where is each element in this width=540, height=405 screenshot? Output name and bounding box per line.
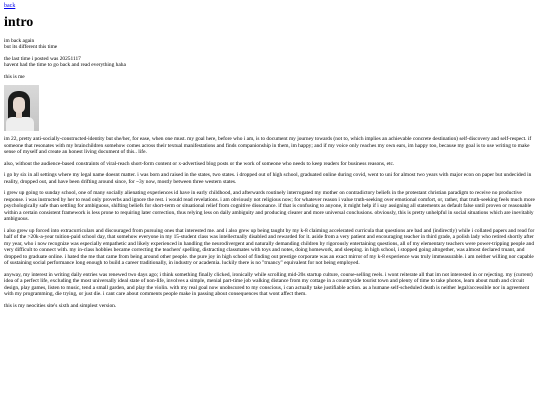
- intro-line: im back again: [4, 37, 35, 44]
- body-paragraph: im 22, pretty anti-socially-constructed-identity but she/her, for ease, when one must. my goal here, before who i am, is to document my journey towards (not to, which implies an achievable concrete destination) self-discovery and self-respect. if someone that resonates with my brainchildren somehow comes across their textual manifestations and finds companionship in them, im happy; and if my voice only reaches my own ears, im happy too, because my goal is to use writing to make sense of myself and create an honest living document of this.. life.: [4, 136, 532, 156]
- intro-line: havent had the time to go back and read everything haha: [4, 62, 126, 69]
- body-paragraph: also, without the audience-based constraints of viral-reach short-form content or x-advertised blog posts or the work of someone who needs to keep readers for business reasons, etc.: [4, 160, 395, 167]
- page-title: intro: [4, 15, 34, 31]
- body-paragraph: i also grew up forced into extracurriculars and discouraged from pursuing ones that interested me. and i also grew up being taught by my k-8 claiming accelerated curricula that questions are bad and (indirectly) while i collated papers and read for half of the >20k-a-year tuition-paid school day, that somehow everyone in my 15-student class was intellectually disabled and rewarded for it. aside from a very patient and encouraging teacher in third grade, a polish lady who retired shortly after my year, who i now recognize was especially empathetic and likely experienced in handling the neurodivergent and naturally demanding children by rigorously entertaining questions, all of my elementary teachers were power-tripping people and very difficult to connect with. my in-class hobbies became correcting the teachers' spelling, distracting classmates with toys and notes, doing homework, and sleeping. in high school, i stopped going altogether, was almost declared truant, and dropped to graduate online. i hated the me that came from being around other people. the pure joy in high school of finding out prestige corporate was an exact mirror of my k-8 experience was truly immeasurable. i am neither willing nor capable of sustaining social performance long enough to build a career traditionally, in industry or academia. luckily there is no "truancy" equivalent for not being employed.: [4, 227, 535, 267]
- intro-line: the last time i posted was 20251117: [4, 55, 81, 62]
- intro-lines-1: [4, 38, 536, 51]
- intro-line: this is me: [4, 73, 25, 80]
- body-paragraph: i grew up going to sunday school, one of many socially alienating experiences id have in early childhood, and afterwards routinely interrogated my mother on contradictory beliefs in the protestant christian paradigm to receive no productive response. i was instructed by her to read only proverbs and ignore the rest. i would read revelations. i am obviously not religious now; for whatever reason i value truth-seeking over emotional comfort, or, rather, that truth-seeking feels much more psychologically safe than settling for ambiguous, shifting beliefs for short-term or situational relief from cognitive dissonance. if that is confusing to anyone, it might help if i say assigning all statements as default false until proven or reasonable within a certain consistent framework is less prone to requiring later correction, thus relying less on daily ambiguity and producing clearer and more universal conclusions. obviously, this is pretty unhelpful in social situations which are inevitably ambiguous.: [4, 190, 535, 223]
- profile-photo: [4, 85, 39, 131]
- intro-lines-2: [4, 56, 536, 69]
- intro-line: but its different this time: [4, 44, 58, 51]
- body-paragraph: this is my neocities site's sixth and simplest version.: [4, 302, 117, 309]
- body-paragraph: anyway, my interest in writing daily entries was renewed two days ago; i think something finally clicked, ironically while scrolling mid-20s startup culture, course-selling reels. i wont reiterate all that im not interested in or rejecting. my (current) idea of a perfect life, excluding the most universally ideal state of non-life, involves a simple, menial part-time job walking distance from my cottage in a countryside tourist town and plenty of time to take photos, learn about math and circuit design, play games, listen to music, tend a small garden, and play the violin. with my real goal now unobscured to my conscious, i can actually take justifiable action. as a humane self-scheduled death is neither legal/accessible nor in agreement with my programming, die trying, or just die. i cant care about comments people make in passing about consequences that wont affect them.: [4, 271, 533, 298]
- back-link[interactable]: back: [4, 3, 16, 9]
- body-paragraph: i go by six in all settings where my legal name doesnt matter. i was born and raised in the states, two states. i dropped out of high school, graduated online during covid, went to uni for almost two years with major econ on paper but undecided in reality, dropped out, and have been drifting around since, for ~3y now, mostly between three western states.: [4, 172, 532, 185]
